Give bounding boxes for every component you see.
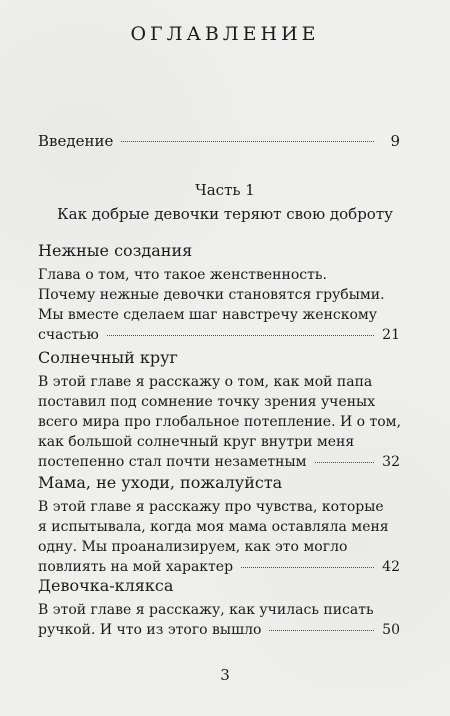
chapter-page-number: 42 bbox=[382, 559, 400, 575]
chapter-description-line: Мы вместе сделаем шаг навстречу женскому bbox=[38, 307, 378, 323]
chapter-description-end: счастью bbox=[38, 327, 99, 343]
chapter-entry-tender-creatures bbox=[38, 240, 400, 345]
dotted-leader bbox=[121, 141, 374, 142]
chapter-description-end: повлиять на мой характер bbox=[38, 559, 234, 575]
chapter-description-line: Глава о том, что такое женственность. bbox=[38, 267, 327, 283]
chapter-last-line bbox=[38, 452, 400, 472]
dotted-leader bbox=[269, 630, 374, 631]
dotted-leader bbox=[241, 567, 374, 568]
chapter-page-number: 32 bbox=[382, 454, 400, 470]
part-subtitle: Как добрые девочки теряют свою доброту bbox=[57, 205, 393, 223]
chapter-description-line: всего мира про глобальное потепление. И о том, bbox=[38, 414, 402, 430]
toc-entry-label: Введение bbox=[38, 132, 114, 150]
chapter-page-number: 21 bbox=[382, 327, 400, 343]
chapter-entry-mom-dont-leave bbox=[38, 472, 400, 577]
chapter-title: Нежные создания bbox=[38, 241, 193, 260]
chapter-description-line: как большой солнечный круг внутри меня bbox=[38, 434, 355, 450]
part-heading bbox=[0, 178, 450, 226]
chapter-description-end: ручкой. И что из этого вышло bbox=[38, 622, 262, 638]
chapter-description-line: В этой главе я расскажу про чувства, которые bbox=[38, 499, 384, 515]
chapter-description-line: я испытывала, когда моя мама оставляла меня bbox=[38, 519, 389, 535]
chapter-last-line bbox=[38, 557, 400, 577]
chapter-last-line bbox=[38, 620, 400, 640]
chapter-entry-blot-girl bbox=[38, 575, 400, 640]
chapter-description-line: Почему нежные девочки становятся грубыми. bbox=[38, 287, 385, 303]
chapter-description-line: В этой главе я расскажу о том, как мой папа bbox=[38, 374, 373, 390]
chapter-description-line: поставил под сомнение точку зрения ученых bbox=[38, 394, 376, 410]
page-title: ОГЛАВЛЕНИЕ bbox=[130, 23, 320, 45]
toc-page-number: 9 bbox=[390, 132, 400, 150]
chapter-description-end: постепенно стал почти незаметным bbox=[38, 454, 307, 470]
part-title: Часть 1 bbox=[195, 181, 255, 199]
toc-entry-introduction bbox=[38, 130, 400, 152]
page-number-footer: 3 bbox=[220, 666, 230, 684]
dotted-leader bbox=[107, 335, 374, 336]
chapter-page-number: 50 bbox=[382, 622, 400, 638]
chapter-description-line: В этой главе я расскажу, как училась писать bbox=[38, 602, 374, 618]
chapter-title: Девочка-клякса bbox=[38, 576, 174, 595]
dotted-leader bbox=[315, 462, 375, 463]
chapter-description-line: одну. Мы проанализируем, как это могло bbox=[38, 539, 348, 555]
chapter-title: Солнечный круг bbox=[38, 348, 178, 367]
chapter-last-line bbox=[38, 325, 400, 345]
chapter-entry-sun-circle bbox=[38, 347, 400, 472]
chapter-title: Мама, не уходи, пожалуйста bbox=[38, 473, 283, 492]
